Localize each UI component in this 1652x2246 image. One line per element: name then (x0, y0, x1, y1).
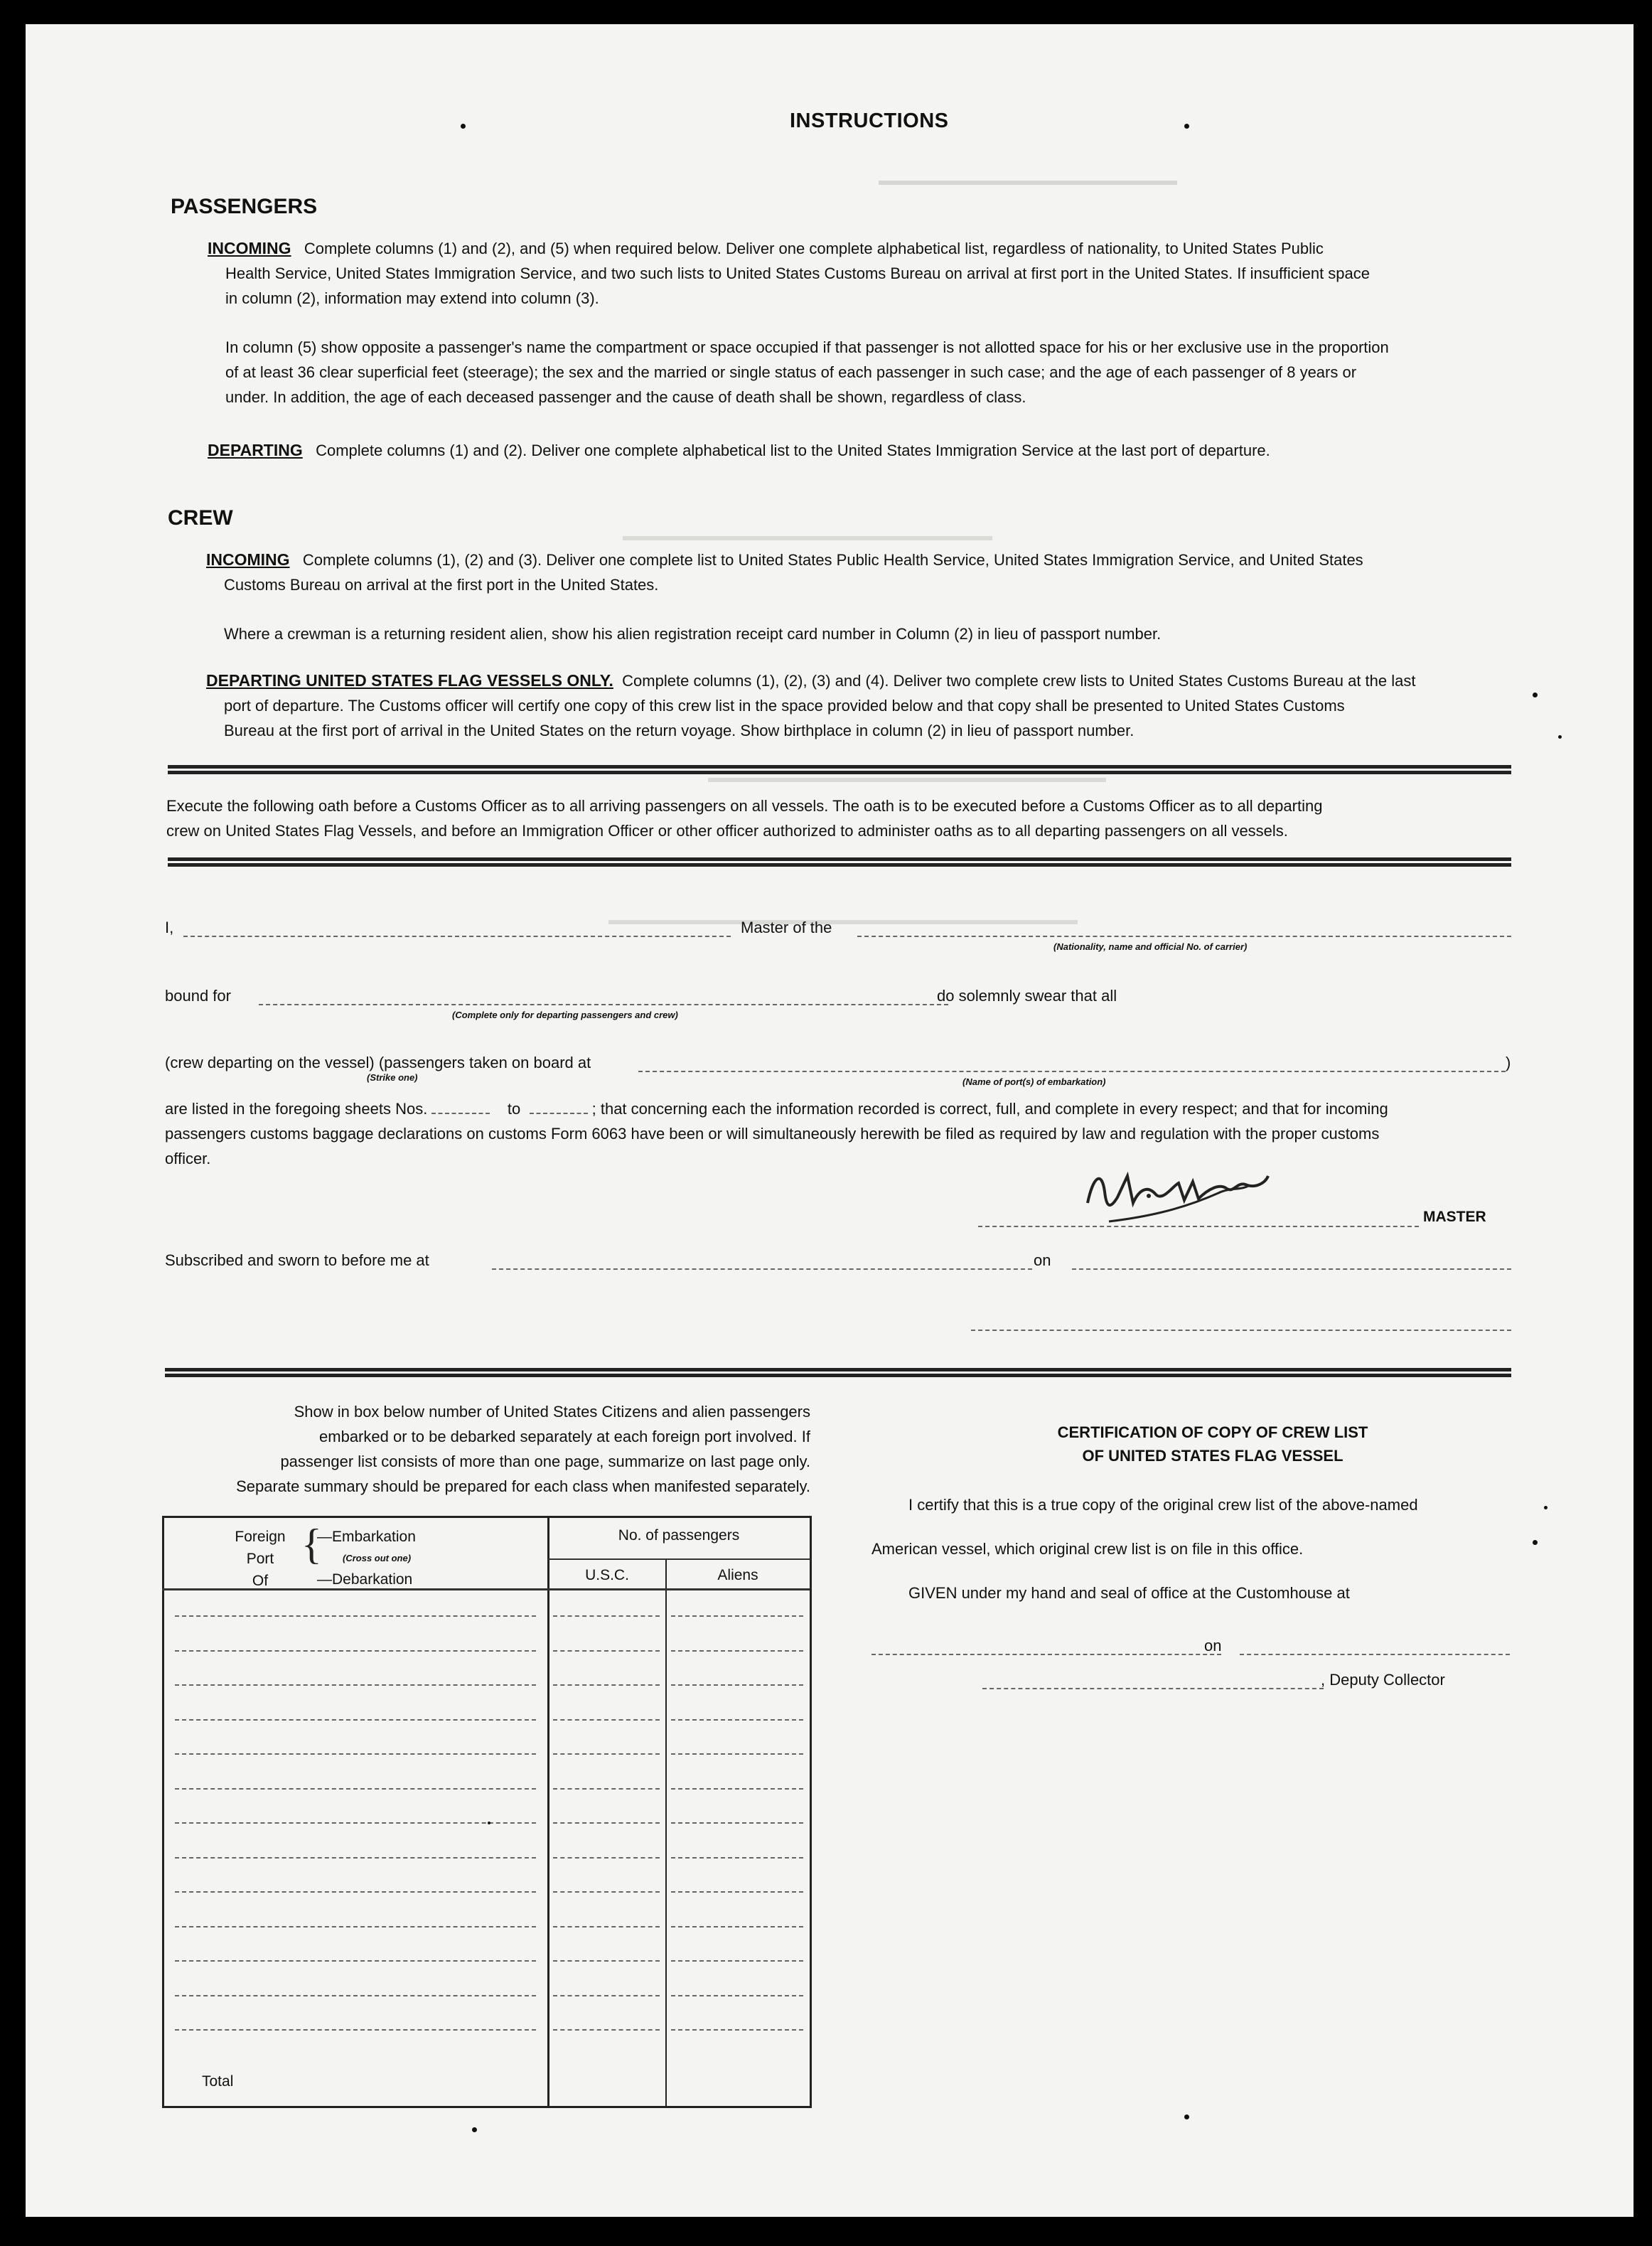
bleed-through-mark (879, 181, 1177, 202)
certify-date-field[interactable] (1240, 1654, 1510, 1655)
section-divider (168, 765, 1511, 769)
oath-intro-text: Execute the following oath before a Customs Officer as to all arriving passengers on all vessels. The oath is to be executed before a Customs Officer as to all departing (166, 797, 1323, 815)
aliens-header: Aliens (717, 1567, 758, 1583)
of-label: Of (252, 1573, 269, 1589)
sheet-from-field[interactable] (431, 1113, 490, 1114)
master-label: MASTER (1423, 1209, 1486, 1225)
aliens-row-field[interactable] (671, 1995, 803, 1996)
scan-speck (1184, 124, 1189, 129)
passenger-summary-table (162, 1516, 812, 2108)
certify-text: GIVEN under my hand and seal of office at the Customhouse at (908, 1584, 1350, 1602)
column5-block (225, 335, 1505, 410)
listed-text: officer. (165, 1150, 211, 1167)
port-row-field[interactable] (175, 1822, 536, 1824)
subscribed-place-field[interactable] (492, 1268, 1032, 1270)
port-row-field[interactable] (175, 1684, 536, 1686)
usc-row-field[interactable] (553, 1891, 660, 1893)
crew-departing-text: port of departure. The Customs officer will certify one copy of this crew list in the space provided below and that copy shall be presented to United States Customs (224, 697, 1345, 715)
passengers-heading: PASSENGERS (171, 195, 318, 218)
summary-text: Show in box below number of United States Citizens and alien passengers (294, 1403, 810, 1421)
usc-row-field[interactable] (553, 1684, 660, 1686)
section-divider (168, 857, 1511, 861)
scan-speck (1544, 1506, 1548, 1509)
passengers-incoming-text: in column (2), information may extend into column (3). (225, 289, 599, 307)
usc-row-field[interactable] (553, 1719, 660, 1721)
scan-speck (1558, 735, 1562, 739)
crew-heading: CREW (168, 506, 233, 530)
port-row-field[interactable] (175, 1960, 536, 1962)
swear-label: do solemnly swear that all (937, 987, 1117, 1005)
certification-title (1021, 1421, 1405, 1467)
bound-for-label: bound for (165, 987, 231, 1005)
port-row-field[interactable] (175, 1926, 536, 1927)
usc-row-field[interactable] (553, 1995, 660, 1996)
passengers-incoming-text: Complete columns (1) and (2), and (5) when required below. Deliver one complete alphabetical list, regardless of nationality, to United States Public (304, 240, 1324, 257)
certify-text: American vessel, which original crew list is on file in this office. (871, 1540, 1304, 1558)
usc-row-field[interactable] (553, 1857, 660, 1859)
listed-text: ; that concerning each the information recorded is correct, full, and complete in every respect; and that for incoming (591, 1100, 1388, 1118)
cross-out-note: (Cross out one) (343, 1553, 412, 1563)
scan-speck (1184, 2114, 1189, 2119)
crew-incoming-label: INCOMING (206, 550, 290, 569)
crew-departing-text: Complete columns (1), (2), (3) and (4). Deliver two complete crew lists to United States Customs Bureau at the last (622, 672, 1416, 690)
aliens-row-field[interactable] (671, 1788, 803, 1790)
aliens-row-field[interactable] (671, 1926, 803, 1927)
crew-departing-text: Bureau at the first port of arrival in the United States on the return voyage. Show birthplace in column (2) in lieu of passport number. (224, 722, 1135, 739)
summary-text: embarked or to be debarked separately at each foreign port involved. If (319, 1428, 810, 1445)
usc-row-field[interactable] (553, 1753, 660, 1755)
table-column-divider (547, 1516, 549, 2106)
passengers-departing-label: DEPARTING (208, 441, 303, 459)
sheet-to-field[interactable] (530, 1113, 588, 1114)
embarkation-label: —Embarkation (317, 1529, 416, 1545)
listed-block (165, 1096, 1523, 1171)
usc-row-field[interactable] (553, 1960, 660, 1962)
deputy-collector-label: , Deputy Collector (1321, 1671, 1445, 1689)
crew-incoming-block (206, 547, 1500, 597)
master-signature-field[interactable] (978, 1226, 1419, 1227)
listed-to-label: to (507, 1100, 521, 1118)
summary-text: passenger list consists of more than one page, summarize on last page only. (280, 1453, 810, 1470)
port-row-field[interactable] (175, 1857, 536, 1859)
usc-header: U.S.C. (585, 1567, 629, 1583)
master-of-label: Master of the (741, 919, 832, 936)
certification-title-line: OF UNITED STATES FLAG VESSEL (1082, 1447, 1343, 1465)
strike-one-note: (Strike one) (367, 1072, 418, 1083)
aliens-row-field[interactable] (671, 2029, 803, 2031)
port-row-field[interactable] (175, 1615, 536, 1617)
subscribed-label: Subscribed and sworn to before me at (165, 1251, 429, 1269)
deputy-collector-field[interactable] (982, 1688, 1324, 1689)
debarkation-label: —Debarkation (317, 1571, 413, 1588)
passengers-departing-text: Complete columns (1) and (2). Deliver one complete alphabetical list to the United States Immigration Service at the last port of departure. (316, 442, 1270, 459)
scan-speck (461, 124, 466, 129)
aliens-row-field[interactable] (671, 1960, 803, 1962)
usc-row-field[interactable] (553, 1788, 660, 1790)
officer-signature-field[interactable] (971, 1330, 1511, 1331)
passengers-departing-block (208, 438, 1501, 463)
certification-title-line: CERTIFICATION OF COPY OF CREW LIST (1057, 1423, 1368, 1441)
form-page (26, 24, 1634, 2217)
scan-speck (472, 2127, 477, 2132)
scan-speck (1533, 692, 1538, 697)
subscribed-on-label: on (1034, 1251, 1051, 1269)
bound-for-field[interactable] (259, 1004, 948, 1005)
summary-instructions (165, 1399, 810, 1499)
close-paren: ) (1506, 1054, 1511, 1071)
port-row-field[interactable] (175, 1753, 536, 1755)
aliens-row-field[interactable] (671, 1615, 803, 1617)
carrier-field[interactable] (857, 936, 1511, 937)
aliens-row-field[interactable] (671, 1684, 803, 1686)
port-label: Port (246, 1551, 274, 1567)
summary-text: Separate summary should be prepared for each class when manifested separately. (236, 1477, 810, 1495)
column5-text: In column (5) show opposite a passenger's name the compartment or space occupied if that passenger is not allotted space for his or her exclusive use in the proportion (225, 338, 1389, 356)
usc-row-field[interactable] (553, 1650, 660, 1652)
usc-row-field[interactable] (553, 1615, 660, 1617)
port-embarkation-note: (Name of port(s) of embarkation) (962, 1076, 1106, 1087)
port-embarkation-field[interactable] (638, 1071, 1506, 1072)
passengers-incoming-label: INCOMING (208, 239, 291, 257)
listed-text: are listed in the foregoing sheets Nos. (165, 1100, 428, 1118)
table-header-divider (548, 1558, 810, 1560)
port-row-field[interactable] (175, 1995, 536, 1996)
master-name-field[interactable] (183, 936, 731, 937)
crew-alien-text: Where a crewman is a returning resident alien, show his alien registration receipt card number in Column (2) in lieu of passport number. (224, 625, 1162, 643)
section-divider (168, 863, 1511, 867)
foreign-label: Foreign (235, 1529, 286, 1545)
scan-speck (1533, 1540, 1538, 1545)
scan-speck (488, 1822, 490, 1824)
section-divider (165, 1368, 1511, 1371)
port-row-field[interactable] (175, 2029, 536, 2031)
aliens-row-field[interactable] (671, 1891, 803, 1893)
section-divider (168, 771, 1511, 774)
table-column-divider (665, 1558, 667, 2106)
oath-intro-text: crew on United States Flag Vessels, and before an Immigration Officer or other officer authorized to administer oaths as to all departing passengers on all vessels. (166, 822, 1288, 840)
column5-text: under. In addition, the age of each deceased passenger and the cause of death shall be shown, regardless of class. (225, 388, 1026, 406)
embark-debark-labels (317, 1526, 416, 1590)
crew-departing-label: (crew departing on the vessel) (passengers taken on board at (165, 1054, 591, 1071)
aliens-row-field[interactable] (671, 1719, 803, 1721)
section-divider (165, 1374, 1511, 1377)
crew-incoming-text: Complete columns (1), (2) and (3). Deliver one complete list to United States Public Health Service, United States Immigration Service, and United States (302, 551, 1363, 569)
oath-intro (166, 793, 1517, 843)
total-label: Total (202, 2073, 234, 2090)
subscribed-date-field[interactable] (1072, 1268, 1511, 1270)
usc-row-field[interactable] (553, 1926, 660, 1927)
aliens-row-field[interactable] (671, 1753, 803, 1755)
oath-i-label: I, (165, 919, 174, 936)
usc-row-field[interactable] (553, 1822, 660, 1824)
brace-icon: { (301, 1521, 322, 1568)
certify-on-label: on (1204, 1637, 1222, 1654)
aliens-row-field[interactable] (671, 1857, 803, 1859)
crew-incoming-text: Customs Bureau on arrival at the first port in the United States. (224, 576, 659, 594)
bound-for-note: (Complete only for departing passengers and crew) (452, 1010, 678, 1020)
crew-departing-block (206, 668, 1500, 743)
column5-text: of at least 36 clear superficial feet (steerage); the sex and the married or single status of each passenger in such case; and the age of each passenger of 8 years or (225, 363, 1357, 381)
page-title: INSTRUCTIONS (790, 109, 949, 132)
listed-text: passengers customs baggage declarations on customs Form 6063 have been or will simultaneously herewith be filed as required by law and regulation with the proper customs (165, 1125, 1380, 1143)
passengers-incoming-block (208, 236, 1501, 311)
aliens-row-field[interactable] (671, 1650, 803, 1652)
certify-text: I certify that this is a true copy of the original crew list of the above-named (908, 1496, 1418, 1514)
aliens-row-field[interactable] (671, 1822, 803, 1824)
port-row-field[interactable] (175, 1788, 536, 1790)
foreign-port-of-label (232, 1526, 289, 1592)
passengers-incoming-text: Health Service, United States Immigration Service, and two such lists to United States Customs Bureau on arrival at first port in the United States. If insufficient space (225, 264, 1371, 282)
port-row-field[interactable] (175, 1719, 536, 1721)
usc-row-field[interactable] (553, 2029, 660, 2031)
port-row-field[interactable] (175, 1650, 536, 1652)
customhouse-field[interactable] (871, 1654, 1221, 1655)
no-passengers-header: No. of passengers (618, 1527, 740, 1544)
carrier-note: (Nationality, name and official No. of carrier) (1053, 941, 1248, 952)
crew-departing-label: DEPARTING UNITED STATES FLAG VESSELS ONLY. (206, 671, 613, 690)
port-row-field[interactable] (175, 1891, 536, 1893)
